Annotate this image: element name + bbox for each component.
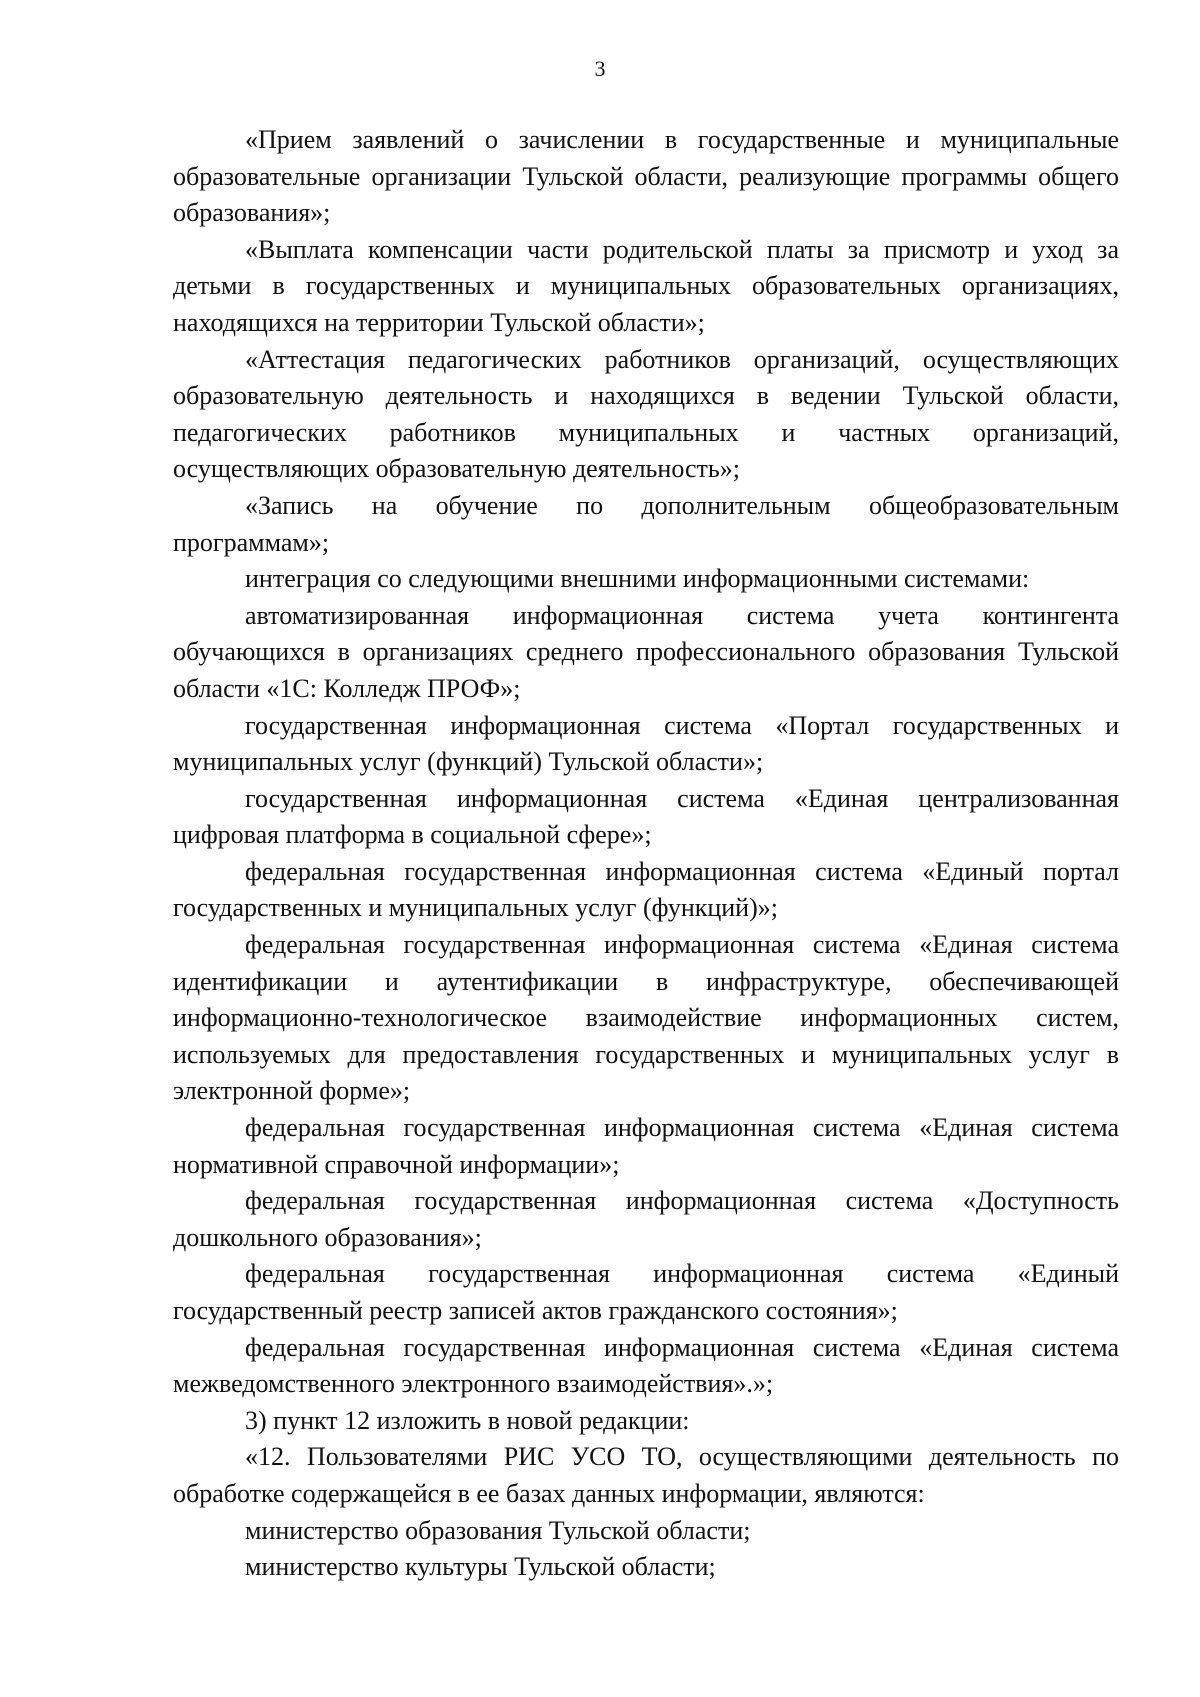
paragraph-ministry-culture: министерство культуры Тульской области; (245, 1552, 716, 1582)
paragraph-system-preschool: федеральная государственная информационная система «Доступность дошкольного образования»; (173, 1186, 1119, 1252)
paragraph-system-social-platform: государственная информационная система «Единая централизованная цифровая платформа в социальной сфере»; (173, 783, 1119, 850)
paragraph-integration-heading: интеграция со следующими внешними информационными системами: (245, 564, 1030, 594)
paragraph-service-additional-education: «Запись на обучение по дополнительным общеобразовательным программам»; (173, 490, 1119, 557)
document-body (173, 122, 1119, 1586)
paragraph-system-nsi: федеральная государственная информационная система «Единая система нормативной справочной информации»; (173, 1113, 1119, 1179)
paragraph-service-compensation: «Выплата компенсации части родительской платы за присмотр и уход за детьми в государственных и муниципальных образовательных организациях, находящихся на территории Тульской области»; (173, 234, 1119, 337)
paragraph-system-regional-portal: государственная информационная система «Портал государственных и муниципальных услуг (функций) Тульской области»; (173, 710, 1119, 777)
paragraph-system-esia: федеральная государственная информационная система «Единая система идентификации и аутентификации в инфраструктуре, обеспечивающей информационно-технологическое взаимодействие информационных систем, используемых для предоставления государственных и муниципальных услуг в электронной форме»; (173, 930, 1119, 1106)
paragraph-service-enrollment: «Прием заявлений о зачислении в государственные и муниципальные образовательные организации Тульской области, реализующие программы общего образования»; (173, 125, 1119, 228)
paragraph-system-epgu: федеральная государственная информационная система «Единый портал государственных и муниципальных услуг (функций)»; (173, 856, 1119, 923)
page-number: 3 (594, 56, 606, 81)
paragraph-item-3: 3) пункт 12 изложить в новой редакции: (245, 1405, 690, 1435)
paragraph-service-attestation: «Аттестация педагогических работников организаций, осуществляющих образовательную деятельность и находящихся в ведении Тульской области, педагогических работников муниципальных и частных организаций, осуществляющих образовательную деятельность»; (173, 344, 1119, 484)
paragraph-ministry-education: министерство образования Тульской области; (245, 1515, 751, 1545)
paragraph-system-1c-college: автоматизированная информационная система учета контингента обучающихся в организациях среднего профессионального образования Тульской области «1С: Колледж ПРОФ»; (173, 600, 1119, 703)
paragraph-system-smev: федеральная государственная информационная система «Единая система межведомственного электронного взаимодействия».»; (173, 1332, 1119, 1399)
paragraph-system-zags: федеральная государственная информационная система «Единый государственный реестр записей актов гражданского состояния»; (173, 1259, 1119, 1325)
paragraph-item-12: «12. Пользователями РИС УСО ТО, осуществляющими деятельность по обработке содержащейся в ее базах данных информации, являются: (173, 1442, 1119, 1508)
